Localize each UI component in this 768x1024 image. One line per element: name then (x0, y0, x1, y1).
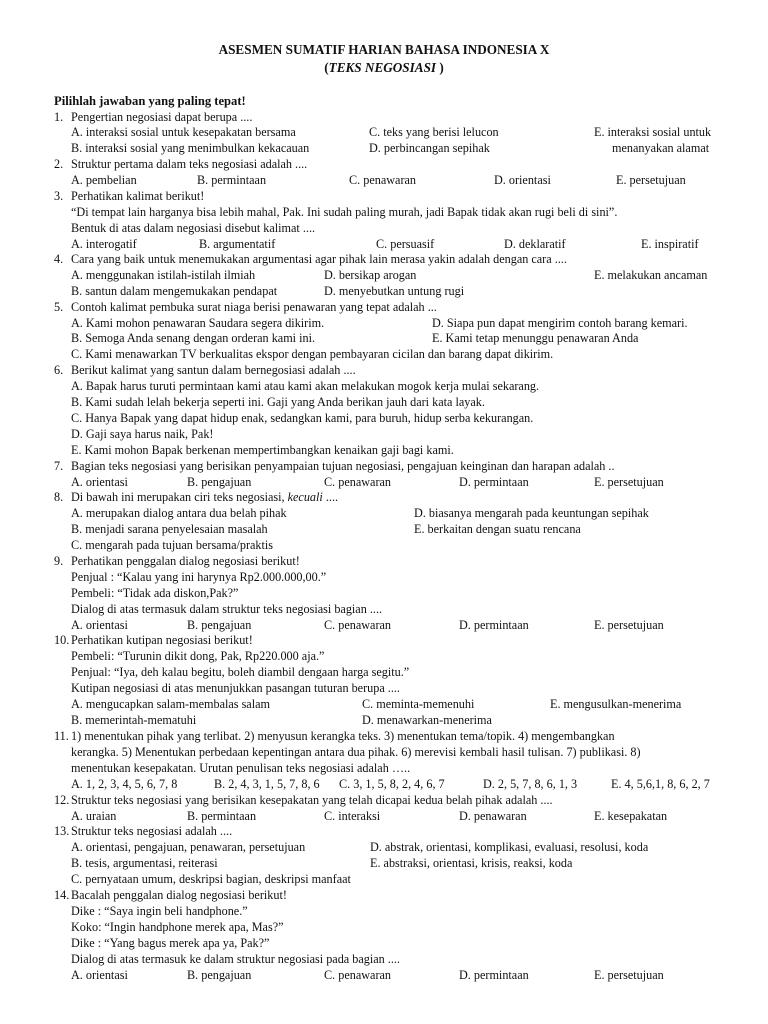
option-b: B. santun dalam mengemukakan pendapat (71, 284, 278, 298)
option-d-alt: D. menyebutkan untung rugi (324, 284, 465, 298)
option-e: E. Kami mohon Bapak berkenan mempertimbangkan kenaikan gaji bagi kami. (71, 443, 454, 457)
option-b: B. memerintah-mematuhi (71, 713, 197, 727)
quote-line: “Di tempat lain harganya bisa lebih mahal, Pak. Ini sudah paling murah, jadi Bapak tidak akan rugi beli di sini”. (71, 205, 618, 219)
option-a: A. Bapak harus turuti permintaan kami atau kami akan melakukan mogok kerja mulai sekarang. (71, 379, 540, 393)
instruction: Pilihlah jawaban yang paling tepat! (54, 94, 246, 108)
dialog-line: Dike : “Saya ingin beli handphone.” (71, 904, 248, 918)
option-e: E. persetujuan (594, 618, 664, 632)
question-number: 2. (54, 157, 64, 171)
question-text: Bacalah penggalan dialog negosiasi berikut! (71, 888, 287, 902)
dialog-line: Dike : “Yang bagus merek apa ya, Pak?” (71, 936, 270, 950)
page-subtitle: (TEKS NEGOSIASI ) (324, 60, 444, 75)
option-e: E. Kami tetap menunggu penawaran Anda (432, 331, 639, 345)
option-e: E. mengusulkan-menerima (550, 697, 682, 711)
question-text: Pengertian negosiasi dapat berupa .... (71, 110, 253, 124)
option-b: B. permintaan (187, 809, 257, 823)
option-a: A. orientasi (71, 968, 128, 982)
option-a: A. interaksi sosial untuk kesepakatan bersama (71, 125, 296, 139)
question-text: Struktur teks negosiasi yang berisikan kesepakatan yang telah dicapai kedua belah pihak adalah .... (71, 793, 553, 807)
option-e: E. inspiratif (641, 237, 699, 251)
option-e: E. persetujuan (594, 475, 664, 489)
question-number: 10. (54, 633, 70, 647)
option-a: A. mengucapkan salam-membalas salam (71, 697, 270, 711)
question-text (71, 490, 338, 505)
option-d: D. abstrak, orientasi, komplikasi, evaluasi, resolusi, koda (370, 840, 649, 854)
question-number: 3. (54, 189, 64, 203)
question-prompt: Dialog di atas termasuk dalam struktur teks negosiasi bagian .... (71, 602, 383, 616)
option-a: A. Kami mohon penawaran Saudara segera dikirim. (71, 316, 325, 330)
dialog-line: Pembeli: “Tidak ada diskon,Pak?” (71, 586, 239, 600)
dialog-line: Penjual : “Kalau yang ini harynya Rp2.000.000,00.” (71, 570, 327, 584)
option-c: C. penawaran (324, 618, 392, 632)
option-e: E. 4, 5,6,1, 8, 6, 2, 7 (611, 777, 710, 791)
option-d: D. permintaan (459, 475, 529, 489)
dialog-line: Pembeli: “Turunin dikit dong, Pak, Rp220.000 aja.” (71, 649, 325, 663)
question-text: Contoh kalimat pembuka surat niaga berisi penawaran yang tepat adalah ... (71, 300, 437, 314)
question-prompt: Kutipan negosiasi di atas menunjukkan pasangan tuturan berupa .... (71, 681, 400, 695)
option-e: E. abstraksi, orientasi, krisis, reaksi, koda (370, 856, 573, 870)
option-a: A. orientasi, pengajuan, penawaran, persetujuan (71, 840, 306, 854)
question-number: 12. (54, 793, 70, 807)
question-text-lead: Di bawah ini merupakan ciri teks negosiasi, (71, 490, 288, 504)
option-a: A. interogatif (71, 237, 137, 251)
option-a: A. merupakan dialog antara dua belah pihak (71, 506, 287, 520)
option-d: D. Gaji saya harus naik, Pak! (71, 427, 214, 441)
option-b: B. menjadi sarana penyelesaian masalah (71, 522, 268, 536)
option-c: C. 3, 1, 5, 8, 2, 4, 6, 7 (339, 777, 445, 791)
option-a: A. orientasi (71, 475, 128, 489)
option-a: A. 1, 2, 3, 4, 5, 6, 7, 8 (71, 777, 178, 791)
option-a: A. menggunakan istilah-istilah ilmiah (71, 268, 256, 282)
question-text: Perhatikan kutipan negosiasi berikut! (71, 633, 253, 647)
option-d: D. deklaratif (504, 237, 566, 251)
option-e: E. melakukan ancaman (594, 268, 708, 282)
option-e: E. persetujuan (594, 968, 664, 982)
option-d: D. perbincangan sepihak (369, 141, 490, 155)
option-c: C. penawaran (324, 475, 392, 489)
option-d: D. permintaan (459, 968, 529, 982)
page-title: ASESMEN SUMATIF HARIAN BAHASA INDONESIA X (218, 42, 550, 57)
option-c: C. persuasif (376, 237, 435, 251)
option-e: E. interaksi sosial untuk (594, 125, 712, 139)
question-prompt: Bentuk di atas dalam negosiasi disebut kalimat .... (71, 221, 316, 235)
question-text: Berikut kalimat yang santun dalam bernegosiasi adalah .... (71, 363, 356, 377)
option-d: D. penawaran (459, 809, 527, 823)
question-prompt: Dialog di atas termasuk ke dalam struktur negosiasi pada bagian .... (71, 952, 400, 966)
question-text: Bagian teks negosiasi yang berisikan penyampaian tujuan negosiasi, pengajuan keinginan dan harapan adalah .. (71, 459, 615, 473)
dialog-line: Koko: “Ingin handphone merek apa, Mas?” (71, 920, 284, 934)
option-d: D. permintaan (459, 618, 529, 632)
option-b: B. permintaan (197, 173, 267, 187)
option-b: B. pengajuan (187, 475, 252, 489)
question-text-line-2: kerangka. 5) Menentukan perbedaan kepentingan antara dua pihak. 6) merevisi kembali hasil tulisan. 7) publikasi. 8) (71, 745, 641, 759)
option-c: C. Hanya Bapak yang dapat hidup enak, sedangkan kami, para buruh, hidup serba kekurangan. (71, 411, 534, 425)
option-b: B. 2, 4, 3, 1, 5, 7, 8, 6 (214, 777, 320, 791)
option-c: C. teks yang berisi lelucon (369, 125, 499, 139)
option-c: C. penawaran (324, 968, 392, 982)
emphasis-word: kecuali (287, 490, 323, 504)
question-number: 11. (54, 729, 69, 743)
question-number: 13. (54, 824, 70, 838)
option-b: B. argumentatif (199, 237, 276, 251)
question-number: 4. (54, 252, 64, 266)
option-e: E. kesepakatan (594, 809, 668, 823)
question-text: Struktur pertama dalam teks negosiasi adalah .... (71, 157, 308, 171)
option-c: C. mengarah pada tujuan bersama/praktis (71, 538, 274, 552)
question-text-line-3: menentukan kesepakatan. Urutan penulisan teks negosiasi adalah ….. (71, 761, 411, 775)
option-b: B. pengajuan (187, 968, 252, 982)
question-text: 1) menentukan pihak yang terlibat. 2) menyusun kerangka teks. 3) menentukan tema/topik. 4) mengembangkan (71, 729, 615, 743)
question-number: 6. (54, 363, 64, 377)
option-c: C. Kami menawarkan TV berkualitas ekspor dengan pembayaran cicilan dan barang dapat dikirim. (71, 347, 554, 361)
option-e: E. persetujuan (616, 173, 686, 187)
subtitle-text: TEKS NEGOSIASI (328, 60, 437, 75)
question-text: Cara yang baik untuk menemukakan argumentasi agar pihak lain merasa yakin adalah dengan cara .... (71, 252, 567, 266)
question-number: 14. (54, 888, 70, 902)
option-b: B. interaksi sosial yang menimbulkan kekacauan (71, 141, 310, 155)
option-c: C. penawaran (349, 173, 417, 187)
question-number: 5. (54, 300, 64, 314)
option-c: C. pernyataan umum, deskripsi bagian, deskripsi manfaat (71, 872, 351, 886)
option-d: D. biasanya mengarah pada keuntungan sepihak (414, 506, 649, 520)
option-b: B. tesis, argumentasi, reiterasi (71, 856, 218, 870)
question-number: 7. (54, 459, 64, 473)
option-d: D. bersikap arogan (324, 268, 417, 282)
question-text: Struktur teks negosiasi adalah .... (71, 824, 233, 838)
question-number: 9. (54, 554, 64, 568)
question-text-tail: .... (322, 490, 339, 504)
question-number: 8. (54, 490, 64, 504)
option-a: A. uraian (71, 809, 117, 823)
question-text: Perhatikan penggalan dialog negosiasi berikut! (71, 554, 300, 568)
option-a: A. orientasi (71, 618, 128, 632)
option-c: C. interaksi (324, 809, 381, 823)
option-c: C. meminta-memenuhi (362, 697, 475, 711)
option-d: D. 2, 5, 7, 8, 6, 1, 3 (483, 777, 578, 791)
option-e: E. berkaitan dengan suatu rencana (414, 522, 581, 536)
question-number: 1. (54, 110, 64, 124)
option-e-continued: menanyakan alamat (612, 141, 710, 155)
option-b: B. pengajuan (187, 618, 252, 632)
question-text: Perhatikan kalimat berikut! (71, 189, 205, 203)
option-b: B. Semoga Anda senang dengan orderan kami ini. (71, 331, 316, 345)
option-b: B. Kami sudah lelah bekerja seperti ini. Gaji yang Anda berikan jauh dari kata layak. (71, 395, 485, 409)
option-d: D. Siapa pun dapat mengirim contoh barang kemari. (432, 316, 688, 330)
option-a: A. pembelian (71, 173, 137, 187)
dialog-line: Penjual: “Iya, deh kalau begitu, boleh diambil dengaan harga segitu.” (71, 665, 410, 679)
option-d: D. menawarkan-menerima (362, 713, 492, 727)
option-d: D. orientasi (494, 173, 551, 187)
